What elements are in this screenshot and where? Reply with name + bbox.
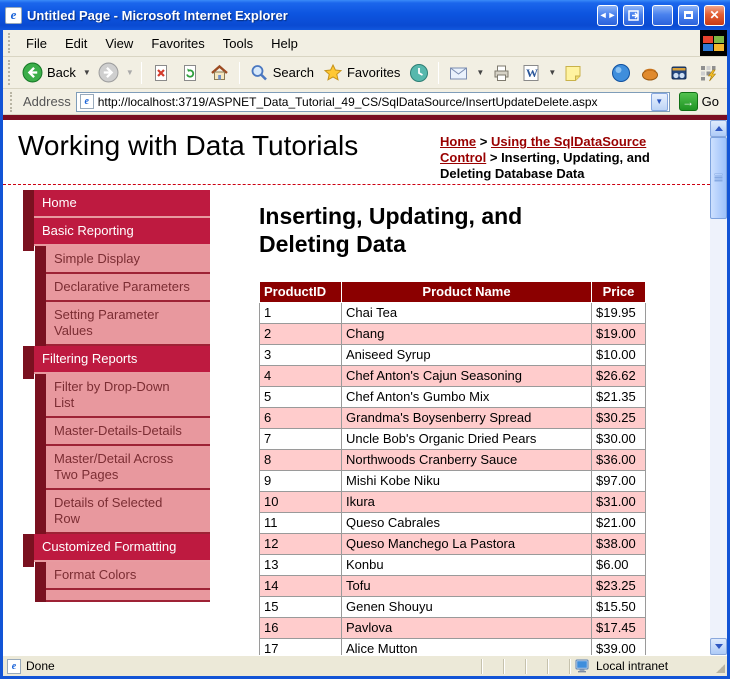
animal-icon <box>640 63 660 83</box>
table-cell: $10.00 <box>592 345 646 366</box>
titlebar-popout-button[interactable] <box>623 5 644 26</box>
sidebar-item[interactable] <box>23 562 210 590</box>
toolbar-separator <box>141 62 142 84</box>
main-content <box>259 202 669 655</box>
sidebar-item-label: Simple Display <box>46 246 210 274</box>
sidebar-item[interactable] <box>23 374 210 418</box>
table-row <box>260 618 646 639</box>
menu-grip <box>8 33 13 54</box>
sidebar-item[interactable] <box>23 446 210 490</box>
mail-button[interactable] <box>445 61 472 85</box>
dashed-divider <box>3 184 710 185</box>
arrow-down-icon <box>715 644 723 649</box>
table-cell: Tofu <box>342 576 592 597</box>
table-cell: $19.00 <box>592 324 646 345</box>
status-left-panel <box>3 659 481 674</box>
toolbar-separator <box>239 62 240 84</box>
table-cell: Chef Anton's Cajun Seasoning <box>342 366 592 387</box>
table-cell: 14 <box>260 576 342 597</box>
table-cell: $30.25 <box>592 408 646 429</box>
scrollbar-up-button[interactable] <box>710 120 727 137</box>
refresh-button[interactable] <box>177 61 203 85</box>
menu-favorites[interactable]: Favorites <box>151 35 205 51</box>
binoculars-icon <box>669 63 689 83</box>
table-row <box>260 303 646 324</box>
table-cell: Queso Manchego La Pastora <box>342 534 592 555</box>
sidebar-item-label: Filtering Reports <box>34 346 210 374</box>
table-cell: Pavlova <box>342 618 592 639</box>
table-cell: 8 <box>260 450 342 471</box>
status-cell <box>527 656 547 676</box>
table-row <box>260 513 646 534</box>
sidebar-item-label: Format Colors <box>46 562 210 590</box>
page-icon: e <box>80 94 94 109</box>
table-cell: 1 <box>260 303 342 324</box>
sidebar-item[interactable] <box>23 490 210 534</box>
table-row <box>260 324 646 345</box>
menu-help[interactable]: Help <box>271 35 298 51</box>
table-cell: Chef Anton's Gumbo Mix <box>342 387 592 408</box>
page-heading: Inserting, Updating, and Deleting Data <box>259 203 523 257</box>
toolbar-grip <box>8 60 13 85</box>
menu-bar <box>3 30 727 57</box>
address-grip <box>10 92 15 112</box>
table-cell: Alice Mutton <box>342 639 592 656</box>
edit-with-word-button[interactable] <box>518 61 544 85</box>
table-row <box>260 408 646 429</box>
sidebar-item-label: Declarative Parameters <box>46 274 210 302</box>
sidebar-item-label: Filter by Drop-Down List <box>46 374 210 418</box>
sidebar-item-label: Basic Reporting <box>34 218 210 246</box>
column-header: Product Name <box>342 282 592 303</box>
table-cell: 17 <box>260 639 342 656</box>
site-title: Working with Data Tutorials <box>18 130 359 161</box>
windows-logo-icon <box>700 30 727 56</box>
grid-lightning-icon <box>698 63 718 83</box>
star-icon <box>323 63 343 83</box>
table-row <box>260 366 646 387</box>
page-area <box>3 120 710 655</box>
table-cell: $36.00 <box>592 450 646 471</box>
products-header-row <box>260 282 646 303</box>
edit-dropdown[interactable]: ▼ <box>548 68 557 77</box>
address-dropdown-button[interactable]: ▼ <box>651 93 668 111</box>
menu-edit[interactable]: Edit <box>64 35 88 51</box>
minimize-icon: _ <box>659 14 666 27</box>
popout-icon <box>628 10 639 21</box>
table-cell: $6.00 <box>592 555 646 576</box>
breadcrumb-separator: > <box>479 134 488 149</box>
table-cell: $17.45 <box>592 618 646 639</box>
home-icon <box>209 63 230 83</box>
back-dropdown[interactable]: ▼ <box>82 68 91 77</box>
go-label: Go <box>701 94 719 109</box>
table-cell: Uncle Bob's Organic Dried Pears <box>342 429 592 450</box>
table-row <box>260 345 646 366</box>
column-header: Price <box>592 282 646 303</box>
addon-button-2[interactable] <box>637 61 663 85</box>
table-cell: 15 <box>260 597 342 618</box>
table-cell: $26.62 <box>592 366 646 387</box>
table-cell: $21.00 <box>592 513 646 534</box>
table-row <box>260 492 646 513</box>
breadcrumb-section-link[interactable]: Using the SqlDataSource Control <box>440 134 647 165</box>
title-bar <box>0 0 730 30</box>
addon-button-1[interactable] <box>608 61 634 85</box>
status-bar <box>3 655 727 676</box>
table-row <box>260 534 646 555</box>
security-zone-panel <box>571 659 713 673</box>
stop-button[interactable] <box>148 61 174 85</box>
sidebar-item[interactable] <box>23 274 210 302</box>
breadcrumb-current: Inserting, Updating, and Deleting Database Data <box>440 150 650 181</box>
table-cell: 7 <box>260 429 342 450</box>
address-label: Address <box>23 94 71 109</box>
table-row <box>260 471 646 492</box>
sidebar-item[interactable] <box>23 218 210 246</box>
menu-tools[interactable]: Tools <box>222 35 254 51</box>
sidebar-item[interactable] <box>23 246 210 274</box>
breadcrumb-home-link[interactable]: Home <box>440 134 477 149</box>
back-icon <box>22 62 43 83</box>
go-button[interactable] <box>675 92 723 111</box>
table-cell: $21.35 <box>592 387 646 408</box>
maximize-icon <box>684 11 693 19</box>
security-zone-label: Local intranet <box>596 659 669 673</box>
status-text: Done <box>26 659 55 673</box>
vertical-scrollbar[interactable] <box>710 120 727 655</box>
discuss-button[interactable] <box>560 61 586 85</box>
addon-button-3[interactable] <box>666 61 692 85</box>
table-cell: 13 <box>260 555 342 576</box>
table-cell: Aniseed Syrup <box>342 345 592 366</box>
sphere-icon <box>611 63 631 83</box>
sidebar-item-label: Home <box>34 190 210 218</box>
sidebar-item-label: Details of Selected Row <box>46 490 210 534</box>
titlebar-arrows-button[interactable]: ◄► <box>597 5 618 26</box>
sidebar-item[interactable] <box>23 418 210 446</box>
table-row <box>260 597 646 618</box>
printer-icon <box>491 63 512 83</box>
sidebar-item-label: Master-Details-Details <box>46 418 210 446</box>
search-icon <box>249 63 269 83</box>
ie-window-icon: e <box>5 7 22 24</box>
history-button[interactable] <box>406 61 432 85</box>
stop-icon <box>151 63 171 83</box>
go-arrow-icon: → <box>679 92 698 111</box>
table-cell: 12 <box>260 534 342 555</box>
close-button[interactable]: ✕ <box>704 5 725 26</box>
table-cell: 2 <box>260 324 342 345</box>
table-cell: Northwoods Cranberry Sauce <box>342 450 592 471</box>
status-cell <box>483 656 503 676</box>
table-cell: 10 <box>260 492 342 513</box>
table-cell: 3 <box>260 345 342 366</box>
favorites-label: Favorites <box>346 65 401 80</box>
table-cell: $39.00 <box>592 639 646 656</box>
sidebar-item[interactable] <box>23 302 210 346</box>
scrollbar-thumb[interactable] <box>710 137 727 219</box>
browser-viewport <box>3 120 727 655</box>
sidebar-item-label: Master/Detail Across Two Pages <box>46 446 210 490</box>
maximize-button[interactable] <box>678 5 699 26</box>
table-cell: Konbu <box>342 555 592 576</box>
scrollbar-down-button[interactable] <box>710 638 727 655</box>
table-cell: $15.50 <box>592 597 646 618</box>
address-input[interactable] <box>76 92 670 112</box>
table-cell: $97.00 <box>592 471 646 492</box>
column-header: ProductID <box>260 282 342 303</box>
table-cell: 6 <box>260 408 342 429</box>
window-title: Untitled Page - Microsoft Internet Explorer <box>27 7 288 23</box>
forward-icon <box>98 62 119 83</box>
table-cell: $38.00 <box>592 534 646 555</box>
back-label: Back <box>47 65 76 80</box>
arrow-up-icon <box>715 126 723 131</box>
table-cell: Genen Shouyu <box>342 597 592 618</box>
search-label: Search <box>272 65 314 80</box>
address-url[interactable]: http://localhost:3719/ASPNET_Data_Tutorial_49_CS/SqlDataSource/InsertUpdateDelete.aspx <box>97 94 598 109</box>
table-cell: $31.00 <box>592 492 646 513</box>
local-intranet-icon <box>575 659 591 673</box>
table-cell: Chang <box>342 324 592 345</box>
standard-toolbar <box>3 57 727 89</box>
table-row <box>260 555 646 576</box>
refresh-icon <box>180 63 200 83</box>
breadcrumb <box>440 134 693 182</box>
forward-dropdown[interactable]: ▼ <box>125 68 134 77</box>
home-button[interactable] <box>206 61 233 85</box>
addon-button-4[interactable] <box>695 61 721 85</box>
table-cell: 11 <box>260 513 342 534</box>
history-icon <box>409 63 429 83</box>
table-cell: 4 <box>260 366 342 387</box>
mail-icon <box>448 63 469 83</box>
table-cell: Mishi Kobe Niku <box>342 471 592 492</box>
table-row <box>260 429 646 450</box>
table-cell: Queso Cabrales <box>342 513 592 534</box>
svg-text:W: W <box>526 65 539 80</box>
products-table <box>259 281 646 655</box>
products-table-body <box>260 303 646 656</box>
table-row <box>260 576 646 597</box>
table-cell: 16 <box>260 618 342 639</box>
minimize-button[interactable] <box>652 5 673 26</box>
menu-file[interactable]: File <box>26 35 47 51</box>
table-cell: $30.00 <box>592 429 646 450</box>
table-cell: $23.25 <box>592 576 646 597</box>
sidebar-item-label: Setting Parameter Values <box>46 302 210 346</box>
sidebar-item[interactable] <box>23 590 210 602</box>
table-cell: 9 <box>260 471 342 492</box>
note-icon <box>563 63 583 83</box>
sidebar-item-label: Customized Formatting <box>34 534 210 562</box>
favorites-button[interactable] <box>320 61 403 85</box>
mail-dropdown[interactable]: ▼ <box>476 68 485 77</box>
sidebar-nav <box>23 190 210 602</box>
breadcrumb-separator: > <box>489 150 498 165</box>
sidebar-item-label <box>46 590 210 602</box>
search-button[interactable] <box>246 61 317 85</box>
table-cell: Grandma's Boysenberry Spread <box>342 408 592 429</box>
table-cell: Chai Tea <box>342 303 592 324</box>
forward-button[interactable] <box>95 60 122 85</box>
resize-grip[interactable] <box>713 656 727 676</box>
menu-view[interactable]: View <box>105 35 134 51</box>
sidebar-item[interactable] <box>23 190 210 218</box>
status-cell <box>505 656 525 676</box>
toolbar-separator <box>438 62 439 84</box>
word-icon <box>521 63 541 83</box>
status-page-icon: e <box>7 659 21 674</box>
print-button[interactable] <box>488 61 515 85</box>
table-row <box>260 450 646 471</box>
table-cell: Ikura <box>342 492 592 513</box>
table-cell: $19.95 <box>592 303 646 324</box>
back-button[interactable] <box>19 60 79 85</box>
table-row <box>260 639 646 656</box>
address-bar <box>3 89 727 115</box>
table-row <box>260 387 646 408</box>
sidebar-item[interactable] <box>23 534 210 562</box>
status-cell <box>549 656 569 676</box>
sidebar-item[interactable] <box>23 346 210 374</box>
table-cell: 5 <box>260 387 342 408</box>
